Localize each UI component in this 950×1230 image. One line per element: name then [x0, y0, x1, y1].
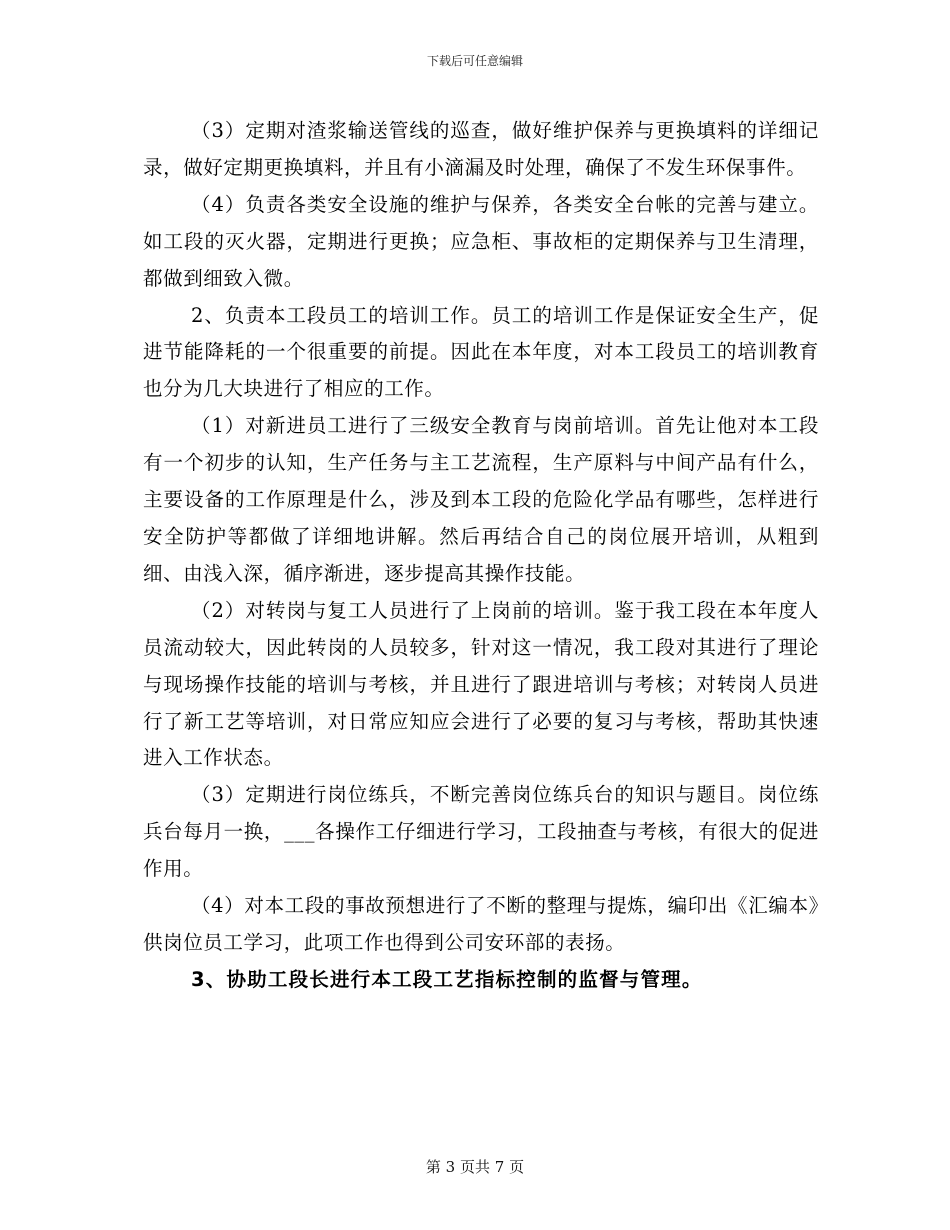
- paragraph-item-3-record: （3）定期对渣浆输送管线的巡查，做好维护保养与更换填料的详细记录，做好定期更换填料，并且有小滴漏及时处理，确保了不发生环保事件。: [143, 119, 819, 179]
- paragraph-item-2-transfer-staff: （2）对转岗与复工人员进行了上岗前的培训。鉴于我工段在本年度人员流动较大，因此转岗的人员较多，针对这一情况，我工段对其进行了理论与现场操作技能的培训与考核，并且进行了跟进培训与考核；对转岗人员进行了新工艺等培训，对日常应知应会进行了必要的复习与考核，帮助其快速进入工作状态。: [143, 598, 819, 770]
- page-footer: 第 3 页共 7 页: [425, 1158, 525, 1176]
- section-heading-3: 3、协助工段长进行本工段工艺指标控制的监督与管理。: [191, 967, 703, 991]
- paragraph-item-4-safety-facilities: （4）负责各类安全设施的维护与保养，各类安全台帐的完善与建立。如工段的灭火器，定期进行更换；应急柜、事故柜的定期保养与卫生清理，都做到细致入微。: [143, 192, 819, 290]
- paragraph-item-4-accident: （4）对本工段的事故预想进行了不断的整理与提炼，编印出《汇编本》供岗位员工学习，此项工作也得到公司安环部的表扬。: [143, 894, 819, 954]
- paragraph-section-2-training: 2、负责本工段员工的培训工作。员工的培训工作是保证安全生产，促进节能降耗的一个很重要的前提。因此在本年度，对本工段员工的培训教育也分为几大块进行了相应的工作。: [143, 303, 819, 401]
- paragraph-item-1-new-staff: （1）对新进员工进行了三级安全教育与岗前培训。首先让他对本工段有一个初步的认知，生产任务与主工艺流程，生产原料与中间产品有什么，主要设备的工作原理是什么，涉及到本工段的危险化学品有哪些，怎样进行安全防护等都做了详细地讲解。然后再结合自己的岗位展开培训，从粗到细、由浅入深，循序渐进，逐步提高其操作技能。: [143, 414, 819, 585]
- document-body: [143, 113, 819, 999]
- page-header: 下载后可任意编辑: [426, 54, 523, 68]
- paragraph-item-3-drill: （3）定期进行岗位练兵，不断完善岗位练兵台的知识与题目。岗位练兵台每月一换，___各操作工仔细进行学习，工段抽查与考核，有很大的促进作用。: [143, 783, 819, 881]
